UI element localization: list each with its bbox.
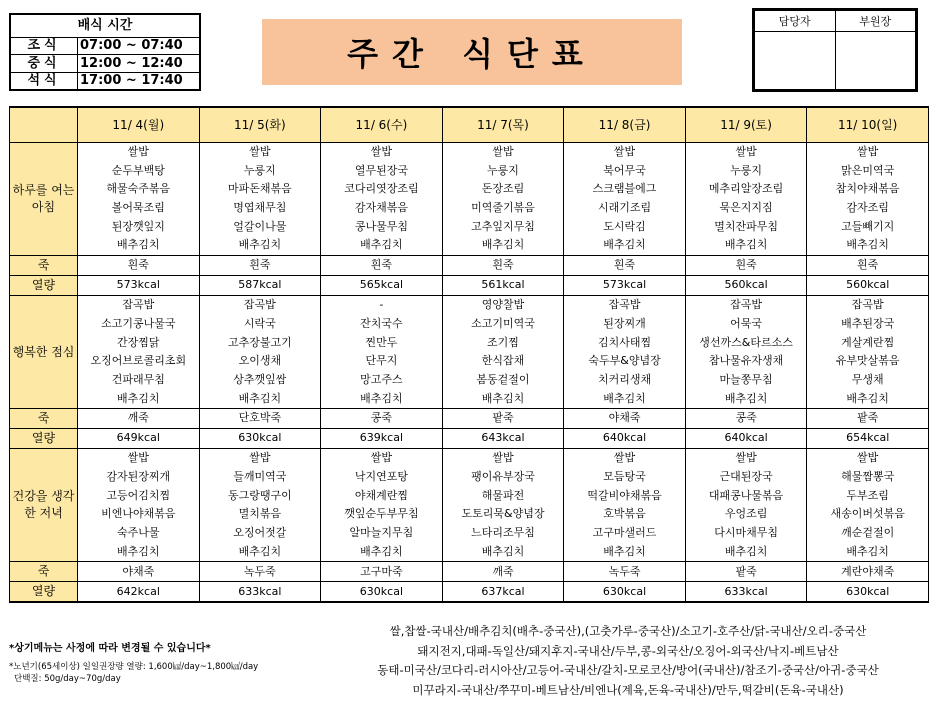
menu-cell [685,143,807,256]
dinner-label: 건강을 생각한 저녁 [10,449,78,562]
calorie-label: 열량 [10,582,78,603]
meal-name-breakfast: 조식 [11,38,78,55]
menu-cell [685,296,807,409]
menu-item: 배추김치 [360,238,403,252]
meal-time-dinner: 17:00 ~ 17:40 [80,72,183,88]
menu-cell [442,143,564,256]
menu-item: 찐만두 [365,335,398,349]
menu-item: 도토리묵&양념장 [461,507,545,521]
menu-item: 쌀밥 [857,145,879,158]
menu-item: 소고기미역국 [471,316,535,330]
menu-item: 해물파전 [481,488,525,502]
menu-item: 메추리알장조림 [708,182,784,196]
menu-item: 배추김치 [724,238,768,252]
menu-item: 게살계란찜 [841,335,895,349]
meal-name-dinner: 석식 [11,72,78,89]
menu-item: 배추김치 [724,544,768,558]
approval-box [752,8,918,92]
menu-item: 쌀밥 [735,451,757,465]
menu-item: 어묵국 [730,316,763,330]
calorie-cell: 640kcal [564,429,686,449]
menu-item: 배추김치 [846,544,889,558]
menu-item: 숙주나물 [117,526,160,539]
menu-item: 해물짬뽕국 [841,469,895,483]
calorie-cell: 633kcal [199,582,321,603]
date-header: 11/ 9(토) [685,107,807,143]
lunch-porridge-row [10,409,929,429]
menu-item: 고추잎지무침 [471,219,535,233]
menu-item: 배추김치 [603,238,646,252]
menu-item: 오징어브로콜리초회 [90,354,187,368]
menu-cell [78,143,200,256]
menu-item: 김치사태찜 [597,335,652,349]
menu-cell [807,449,929,562]
calorie-cell: 560kcal [807,276,929,296]
calorie-cell: 573kcal [78,276,200,296]
menu-item: 멸치잔파무침 [714,219,778,233]
origin-line: 쌀,찹쌀-국내산/배추김치(배추-중국산),(고춧가루-중국산)/소고기-호주산/닭-국내산/오리-중국산 [389,624,867,638]
menu-item: 알마늘지무침 [349,526,414,539]
porridge-cell: 깨죽 [78,409,200,429]
menu-item: 참치야채볶음 [835,182,900,196]
menu-item: 잔치국수 [360,316,403,330]
menu-item: 배추김치 [481,544,525,558]
menu-item: 두부조림 [846,488,889,502]
menu-item: 잡곡밥 [730,298,763,312]
menu-item: 낙지연포탕 [354,469,408,483]
menu-item: 쌀밥 [735,145,757,158]
menu-item: 건파래무침 [111,372,165,386]
calorie-cell: 565kcal [321,276,443,296]
porridge-cell: 팥죽 [685,562,807,582]
lunch-calorie-row [10,429,929,449]
menu-item: 쌀밥 [492,145,514,158]
menu-item: 북어무국 [603,163,646,177]
calorie-cell: 630kcal [807,582,929,603]
porridge-cell: 고구마죽 [321,562,443,582]
menu-item: 오징어젓갈 [233,526,287,539]
menu-item: 코다리엿장조림 [344,182,419,196]
menu-item: 감자된장찌개 [106,469,171,483]
calorie-cell: 587kcal [199,276,321,296]
date-header: 11/ 8(금) [564,107,686,143]
porridge-cell: 흰죽 [442,256,564,276]
menu-item: 돈장조림 [481,182,525,196]
menu-item: 누룽지 [730,163,763,177]
porridge-cell: 팥죽 [807,409,929,429]
menu-item: 쌀밥 [370,451,393,465]
menu-item: 콩나물무침 [354,219,408,233]
menu-item: 고등어김치찜 [106,488,171,502]
senior-calorie-line: *노년기(65세이상) 일일권장량 열량: 1,600㎉/day~1,800㎉/day [9,662,259,672]
menu-item: 봄동겉절이 [476,372,530,386]
menu-item: - [379,298,384,312]
menu-cell [564,296,686,409]
menu-item: 상추깻잎쌈 [233,372,287,386]
menu-item: 멸치볶음 [238,507,282,521]
menu-change-notice: *상기메뉴는 사정에 따라 변경될 수 있습니다* [9,643,211,654]
menu-item: 비엔나야채볶음 [101,507,176,521]
corner-cell [10,107,78,143]
menu-item: 배추된장국 [841,316,895,330]
menu-item: 배추김치 [360,391,403,405]
menu-cell [321,143,443,256]
menu-item: 순두부백탕 [111,163,165,177]
menu-cell [564,143,686,256]
menu-item: 쌀밥 [127,451,149,465]
menu-item: 잡곡밥 [608,298,641,312]
menu-cell [78,296,200,409]
menu-item: 팽이유부장국 [471,469,535,483]
menu-cell [321,296,443,409]
breakfast-calorie-row [10,276,929,296]
menu-item: 맑은미역국 [841,163,895,177]
menu-item: 숙두부&양념장 [588,354,661,368]
menu-item: 열무된장국 [354,163,408,177]
page-title: 주간 식단표 [262,19,682,85]
menu-item: 마늘쫑무침 [719,372,773,386]
menu-item: 볼어묵조림 [111,201,165,215]
porridge-cell: 야채죽 [564,409,686,429]
menu-item: 고추장불고기 [227,335,292,349]
menu-item: 들깨미역국 [233,469,287,483]
menu-item: 감자조림 [846,201,889,215]
origin-info [318,622,938,700]
menu-item: 쌀밥 [613,451,636,465]
menu-item: 쌀밥 [613,145,636,158]
menu-item: 누룽지 [487,163,519,177]
menu-item: 배추김치 [481,238,525,252]
menu-item: 치커리생채 [597,372,652,386]
menu-item: 깨순겉절이 [841,526,895,539]
porridge-label: 죽 [10,256,78,276]
menu-item: 시락국 [243,316,276,330]
menu-item: 배추김치 [846,391,889,405]
menu-item: 된장깻잎지 [111,219,165,233]
lunch-label: 행복한 점심 [10,296,78,409]
date-header: 11/ 6(수) [321,107,443,143]
meal-time-title: 배식 시간 [11,15,199,38]
menu-item: 호박볶음 [603,507,646,521]
approval-manager-sign [755,32,836,90]
porridge-label: 죽 [10,562,78,582]
menu-item: 오이생채 [238,354,282,368]
menu-item: 무생채 [851,372,884,386]
menu-item: 쌀밥 [249,145,271,158]
approval-director-label: 부원장 [835,11,916,32]
calorie-cell: 637kcal [442,582,564,603]
menu-item: 시래기조림 [597,201,652,215]
menu-item: 고구마샐러드 [592,526,657,539]
menu-item: 유부맛살볶음 [835,354,900,368]
lunch-menu-row [10,296,929,409]
menu-item: 해물숙주볶음 [106,182,171,196]
calorie-cell: 649kcal [78,429,200,449]
porridge-cell: 단호박죽 [199,409,321,429]
menu-item: 배추김치 [481,391,525,405]
menu-item: 배추김치 [724,391,768,405]
approval-manager-label: 담당자 [755,11,836,32]
menu-item: 쌀밥 [370,145,393,158]
menu-cell [199,143,321,256]
menu-item: 단무지 [365,354,398,368]
meal-time-lunch: 12:00 ~ 12:40 [78,55,200,72]
menu-item: 배추김치 [117,238,160,252]
menu-item: 도시락김 [603,219,646,233]
menu-item: 망고주스 [360,372,403,386]
menu-item: 묵은지지짐 [719,201,773,215]
menu-item: 얼갈이나물 [233,219,287,233]
menu-item: 배추김치 [238,544,282,558]
origin-line: 돼지전지,대패-독일산/돼지후지-국내산/두부,콩-외국산/오징어-외국산/낙지-베트남산 [417,643,839,658]
menu-cell [685,449,807,562]
calorie-label: 열량 [10,276,78,296]
porridge-cell: 깨죽 [442,562,564,582]
calorie-cell: 654kcal [807,429,929,449]
menu-item: 배추김치 [117,544,160,558]
calorie-cell: 573kcal [564,276,686,296]
weekly-menu-table [9,106,929,603]
menu-item: 쌀밥 [127,145,149,158]
calorie-cell: 640kcal [685,429,807,449]
menu-item: 조기찜 [487,335,519,349]
date-header: 11/ 7(목) [442,107,564,143]
menu-item: 느타리조무침 [471,526,535,539]
menu-item: 잡곡밥 [122,298,155,312]
menu-item: 배추김치 [238,391,282,405]
calorie-cell: 560kcal [685,276,807,296]
meal-time-breakfast: 07:00 ~ 07:40 [78,38,200,55]
menu-item: 된장찌개 [603,316,646,330]
menu-item: 잡곡밥 [851,298,884,312]
menu-item: 배추김치 [603,544,646,558]
menu-item: 고들빼기지 [841,219,895,233]
porridge-cell: 흰죽 [807,256,929,276]
menu-item: 배추김치 [117,391,160,405]
menu-cell [807,143,929,256]
meal-time-box [9,13,201,91]
menu-item: 동그랑땡구이 [227,488,292,502]
menu-cell [442,449,564,562]
porridge-cell: 흰죽 [199,256,321,276]
menu-item: 한식잡채 [481,354,525,368]
breakfast-menu-row [10,143,929,256]
menu-item: 쌀밥 [249,451,271,465]
calorie-cell: 630kcal [564,582,686,603]
approval-director-sign [835,32,916,90]
menu-cell [199,449,321,562]
menu-item: 야채계란찜 [354,488,408,502]
senior-recommendation [9,661,258,685]
menu-item: 새송이버섯볶음 [830,507,905,521]
porridge-cell: 녹두죽 [564,562,686,582]
porridge-cell: 콩죽 [685,409,807,429]
calorie-cell: 561kcal [442,276,564,296]
calorie-cell: 630kcal [321,582,443,603]
date-header: 11/ 10(일) [807,107,929,143]
menu-item: 배추김치 [846,238,889,252]
menu-item: 배추김치 [360,544,403,558]
porridge-cell: 흰죽 [685,256,807,276]
dinner-porridge-row [10,562,929,582]
menu-item: 떡갈비야채볶음 [587,488,662,502]
meal-name-lunch: 중식 [11,55,78,72]
menu-item: 대패콩나물볶음 [708,488,784,502]
menu-cell [78,449,200,562]
dinner-calorie-row [10,582,929,603]
menu-item: 생선까스&타르소스 [699,335,793,349]
calorie-cell: 639kcal [321,429,443,449]
calorie-cell: 643kcal [442,429,564,449]
calorie-label: 열량 [10,429,78,449]
menu-item: 누룽지 [243,163,276,177]
date-header: 11/ 5(화) [199,107,321,143]
breakfast-label: 하루를 여는 아침 [10,143,78,256]
dinner-menu-row [10,449,929,562]
menu-item: 마파돈채볶음 [227,182,292,196]
breakfast-porridge-row [10,256,929,276]
porridge-cell: 콩죽 [321,409,443,429]
menu-item: 명엽채무침 [233,201,287,215]
menu-item: 깻잎순두부무침 [344,507,419,521]
menu-cell [321,449,443,562]
menu-item: 쌀밥 [492,451,514,465]
date-header-row [10,107,929,143]
calorie-cell: 630kcal [199,429,321,449]
calorie-cell: 642kcal [78,582,200,603]
origin-line: 동태-미국산/코다리-러시아산/고등어-국내산/갈치-모로코산/방어(국내산)/참조기-중국산/아귀-중국산 [377,663,879,677]
senior-protein-line: 단백질: 50g/day~70g/day [14,674,121,684]
menu-item: 근대된장국 [719,469,773,483]
menu-cell [807,296,929,409]
menu-item: 스크램블에그 [592,182,657,196]
porridge-cell: 흰죽 [78,256,200,276]
menu-item: 우엉조림 [724,507,768,521]
menu-item: 영양찰밥 [481,298,525,312]
menu-item: 배추김치 [603,391,646,405]
porridge-cell: 녹두죽 [199,562,321,582]
porridge-label: 죽 [10,409,78,429]
porridge-cell: 계란야채죽 [807,562,929,582]
date-header: 11/ 4(월) [78,107,200,143]
menu-item: 모듬탕국 [603,469,646,483]
menu-item: 참나물유자생채 [708,354,784,368]
menu-item: 미역줄기볶음 [471,201,535,215]
menu-item: 쌀밥 [857,451,879,465]
origin-line: 미꾸라지-국내산/쭈꾸미-베트남산/비엔나(계육,돈육-국내산)/만두,떡갈비(돈육-국내산) [412,682,844,697]
menu-item: 다시마채무침 [714,526,778,539]
menu-item: 배추김치 [238,238,282,252]
menu-item: 잡곡밥 [243,298,276,312]
calorie-cell: 633kcal [685,582,807,603]
menu-item: 소고기콩나물국 [101,316,176,330]
porridge-cell: 흰죽 [564,256,686,276]
porridge-cell: 야채죽 [78,562,200,582]
menu-cell [442,296,564,409]
menu-cell [199,296,321,409]
menu-item: 감자채볶음 [354,201,408,215]
menu-cell [564,449,686,562]
porridge-cell: 팥죽 [442,409,564,429]
menu-item: 간장찜닭 [117,335,160,349]
porridge-cell: 흰죽 [321,256,443,276]
